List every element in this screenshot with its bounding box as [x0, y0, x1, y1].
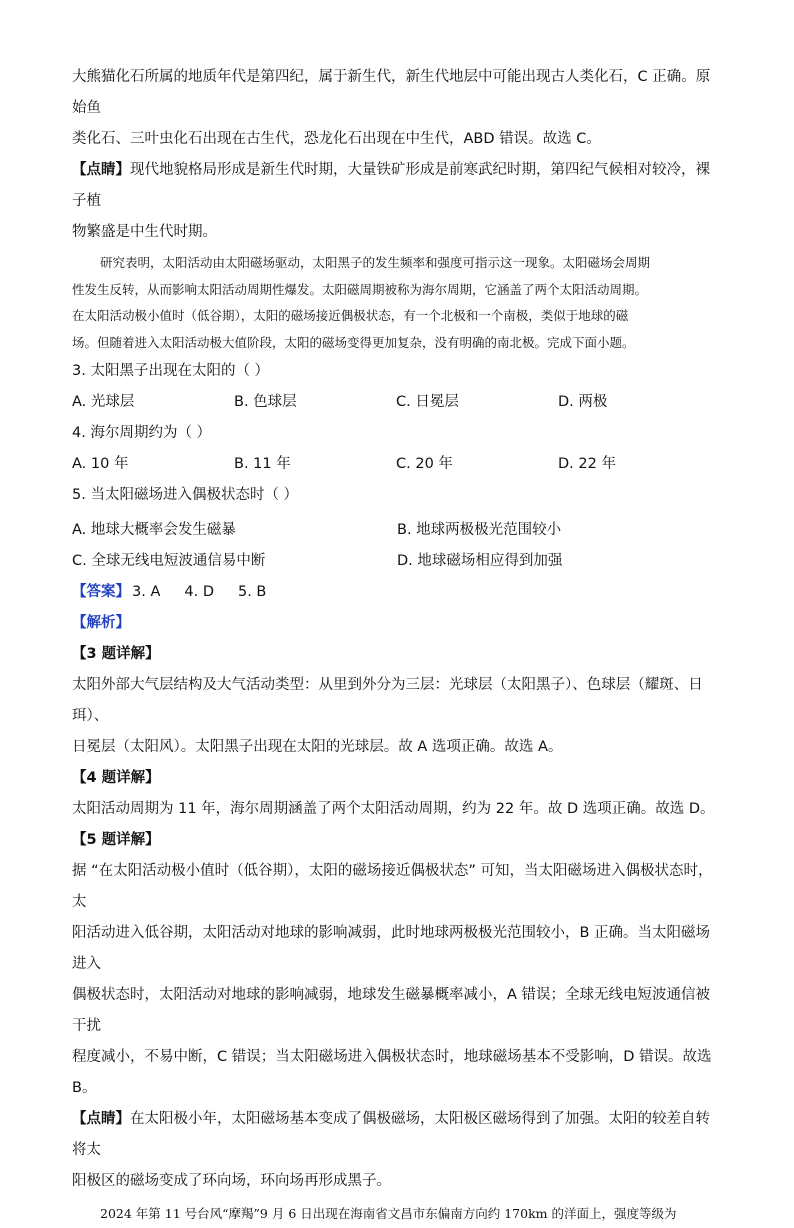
option-a: A. 10 年 — [72, 456, 129, 472]
question-4-stem: 4. 海尔周期约为（ ） — [72, 425, 212, 441]
detail-5-line: 程度减小，不易中断，C 错误；当太阳磁场进入偶极状态时，地球磁场基本不受影响，D 错误。故选 B。 — [72, 1049, 712, 1096]
answer-label: 【答案】 — [72, 584, 130, 600]
note-label: 【点睛】 — [72, 162, 130, 178]
passage-line: 在太阳活动极小值时（低谷期），太阳的磁场接近偶极状态，有一个北极和一个南极，类似于地球的磁 — [72, 308, 629, 323]
detail-5-line: 偶极状态时，太阳活动对地球的影响减弱，地球发生磁暴概率减小，A 错误；全球无线电短波通信被干扰 — [72, 987, 711, 1034]
option-b: B. 11 年 — [234, 456, 291, 472]
reading-passage — [72, 250, 722, 356]
option-d: D. 地球磁场相应得到加强 — [397, 553, 563, 569]
note-text: 现代地貌格局形成是新生代时期，大量铁矿形成是前寒武纪时期，第四纪气候相对较冷，裸子植 — [72, 162, 710, 209]
answer-item: 3. A — [132, 584, 161, 600]
question-5-options-row-2 — [72, 546, 722, 577]
detail-5-label: 【5 题详解】 — [72, 832, 160, 848]
note-paragraph-1 — [72, 155, 722, 217]
option-d: D. 两极 — [558, 394, 608, 410]
option-a: A. 光球层 — [72, 394, 135, 410]
passage-line: 场。但随着进入太阳活动极大值阶段，太阳的磁场变得更加复杂，没有明确的南北极。完成下面小题。 — [72, 334, 635, 350]
option-b: B. 地球两极极光范围较小 — [397, 522, 562, 538]
document-page — [72, 62, 722, 1228]
question-5-options-row-1 — [72, 515, 722, 546]
detail-4-label: 【4 题详解】 — [72, 770, 160, 786]
question-4-options — [72, 449, 722, 480]
detail-5-line: 阳活动进入低谷期，太阳活动对地球的影响减弱，此时地球两极极光范围较小，B 正确。当太阳磁场进入 — [72, 925, 711, 972]
detail-5-line: 据 “在太阳活动极小值时（低谷期），太阳的磁场接近偶极状态” 可知，当太阳磁场进入偶极状态时，太 — [72, 863, 713, 910]
question-5-stem: 5. 当太阳磁场进入偶极状态时（ ） — [72, 487, 299, 503]
question-3-stem: 3. 太阳黑子出现在太阳的（ ） — [72, 363, 270, 379]
option-b: B. 色球层 — [234, 394, 297, 410]
next-passage-line: 2024 年第 11 号台风“摩羯”9 月 6 日出现在海南省文昌市东偏南方向约 170km 的洋面上，强度等级为 — [100, 1206, 677, 1221]
passage-line: 性发生反转，从而影响太阳活动周期性爆发。太阳磁周期被称为海尔周期，它涵盖了两个太阳活动周期。 — [72, 281, 648, 297]
note-label: 【点睛】 — [72, 1111, 130, 1127]
option-c: C. 日冕层 — [396, 394, 459, 410]
answer-row — [72, 577, 722, 608]
note-2-line-2: 阳极区的磁场变成了环向场，环向场再形成黑子。 — [72, 1173, 391, 1189]
note-paragraph-2 — [72, 1104, 722, 1166]
option-a: A. 地球大概率会发生磁暴 — [72, 522, 236, 538]
note-text: 在太阳极小年，太阳磁场基本变成了偶极磁场，太阳极区磁场得到了加强。太阳的较差自转将太 — [72, 1111, 710, 1158]
intro-line-1: 大熊猫化石所属的地质年代是第四纪，属于新生代，新生代地层中可能出现古人类化石，C 正确。原始鱼 — [72, 69, 711, 116]
question-3-options — [72, 387, 722, 418]
option-c: C. 20 年 — [396, 456, 453, 472]
analysis-label: 【解析】 — [72, 615, 130, 631]
option-c: C. 全球无线电短波通信易中断 — [72, 553, 266, 569]
answer-item: 5. B — [237, 584, 267, 600]
answer-item: 4. D — [184, 584, 214, 600]
intro-line-2: 类化石、三叶虫化石出现在古生代，恐龙化石出现在中生代，ABD 错误。故选 C。 — [72, 131, 601, 147]
option-d: D. 22 年 — [558, 456, 616, 472]
detail-3-label: 【3 题详解】 — [72, 646, 160, 662]
note-line-2: 物繁盛是中生代时期。 — [72, 224, 217, 240]
detail-3-line-2: 日冕层（太阳风）。太阳黑子出现在太阳的光球层。故 A 选项正确。故选 A。 — [72, 739, 563, 755]
passage-line: 研究表明，太阳活动由太阳磁场驱动，太阳黑子的发生频率和强度可指示这一现象。太阳磁场会周期 — [100, 255, 651, 270]
detail-4-line-1: 太阳活动周期为 11 年，海尔周期涵盖了两个太阳活动周期，约为 22 年。故 D 选项正确。故选 D。 — [72, 801, 715, 817]
detail-3-line-1: 太阳外部大气层结构及大气活动类型：从里到外分为三层：光球层（太阳黑子）、色球层（耀斑、日珥）、 — [72, 677, 703, 724]
